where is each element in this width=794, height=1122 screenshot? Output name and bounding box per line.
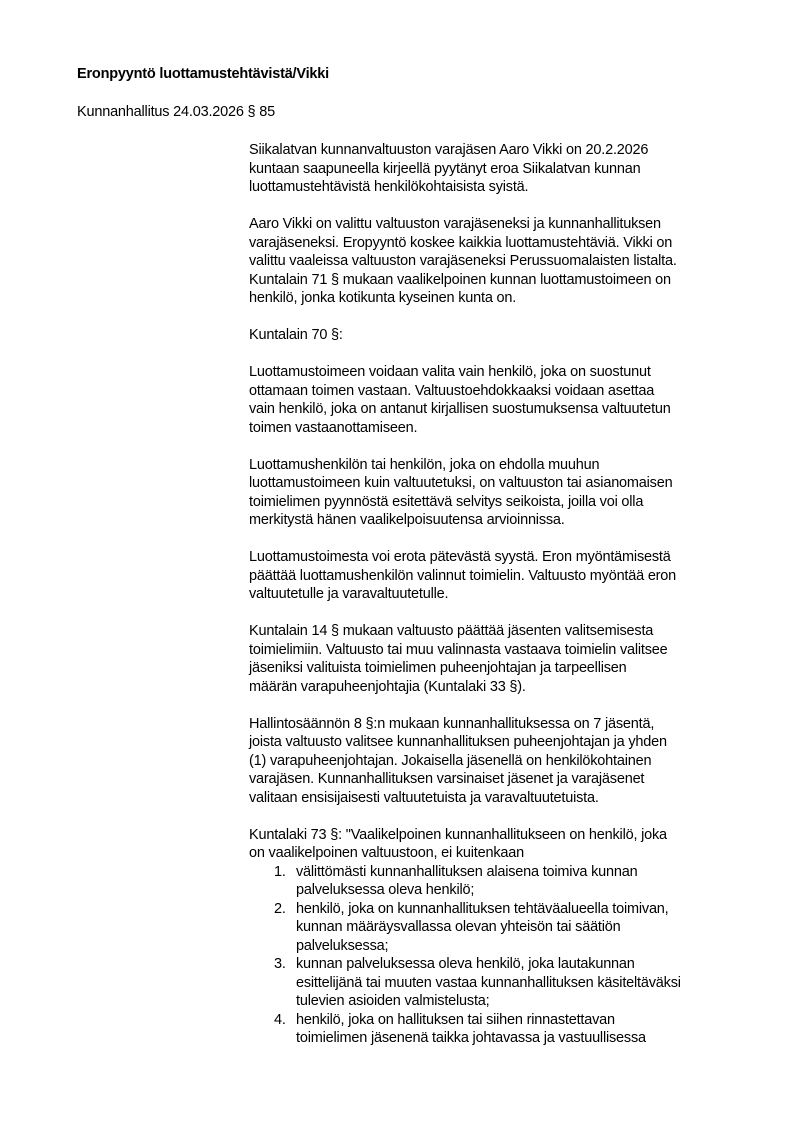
paragraph-positions: Aaro Vikki on valittu valtuuston varajäseneksi ja kunnanhallituksen varajäseneksi. Eropyyntö koskee kaikkia luottamustehtäviä. Vikki on valittu vaaleissa valtuuston varajäseneksi Perussuomalaisten listalta. Kuntalain 71 § mukaan vaalikelpoinen kunnan luottamustoimeen on henkilö, jonka kotikunta kyseinen kunta on. [249,216,677,306]
list-item [249,955,749,1011]
list-item [249,863,749,900]
paragraph-law-70-heading: Kuntalain 70 §: [249,327,343,343]
paragraph-law-73: Kuntalaki 73 §: "Vaalikelpoinen kunnanhallitukseen on henkilö, joka on vaalikelpoinen valtuustoon, ei kuitenkaan [249,826,667,861]
law-73-list [249,863,749,1048]
paragraph-resignation-request: Siikalatvan kunnanvaltuuston varajäsen Aaro Vikki on 20.2.2026 kuntaan saapuneella kirjeellä pyytänyt eroa Siikalatvan kunnan luottamustehtävistä henkilökohtaisista syistä. [249,142,649,195]
paragraph-law-70-text-1: Luottamustoimeen voidaan valita vain henkilö, joka on suostunut ottamaan toimen vastaan. Valtuustoehdokkaaksi voidaan asettaa vain henkilö, joka on antanut kirjallisen suostumuksensa valtuutetun toimen vastaanottamiseen. [249,364,671,436]
document-body [249,141,749,1048]
list-number: 3. [274,956,286,972]
paragraph-law-14: Kuntalain 14 § mukaan valtuusto päättää jäsenten valitsemisesta toimielimiin. Valtuusto tai muu valinnasta vastaava toimielin valitsee jäseniksi valituista toimielimen puheenjohtajan ja tarpeellisen määrän varapuheenjohtajia (Kuntalaki 33 §). [249,623,668,695]
list-number: 2. [274,900,286,917]
paragraph-law-70-text-2: Luottamushenkilön tai henkilön, joka on ehdolla muuhun luottamustoimeen kuin valtuutetuksi, on valtuuston tai asianomaisen toimielimen pyynnöstä esitettävä selvitys seikoista, joilla voi olla merkitystä hänen vaalikelpoisuutensa arvioinnissa. [249,456,673,528]
list-item [249,1011,749,1048]
list-text: henkilö, joka on kunnanhallituksen tehtäväalueella toimivan, kunnan määräysvallassa olevan yhteisön tai säätiön palveluksessa; [296,900,669,954]
list-text: henkilö, joka on hallituksen tai siihen rinnastettavan toimielimen jäsenenä taikka johtavassa ja vastuullisessa [296,1011,646,1046]
paragraph-law-70-text-3: Luottamustoimesta voi erota pätevästä syystä. Eron myöntämisestä päättää luottamushenkilön valinnut toimielin. Valtuusto myöntää eron valtuutetulle ja varavaltuutetulle. [249,549,677,602]
list-item [249,900,749,956]
list-text: kunnan palveluksessa oleva henkilö, joka lautakunnan esittelijänä tai muuten vastaa kunnanhallituksen käsiteltäväksi tulevien asioiden valmistelusta; [296,956,681,1009]
paragraph-administrative-rules: Hallintosäännön 8 §:n mukaan kunnanhallituksessa on 7 jäsentä, joista valtuusto valitsee kunnanhallituksen puheenjohtajan ja yhden (1) varapuheenjohtajan. Jokaisella jäsenellä on henkilökohtainen varajäsen. Kunnanhallituksen varsinaiset jäsenet ja varajäsenet valitaan ensisijaisesti valtuutetuista ja varavaltuutetuista. [249,715,667,806]
list-number: 4. [274,1011,286,1028]
list-text: välittömästi kunnanhallituksen alaisena toimiva kunnan palveluksessa oleva henkilö; [296,863,638,898]
meeting-reference: Kunnanhallitus 24.03.2026 § 85 [77,104,275,120]
list-number: 1. [274,863,286,880]
document-title: Eronpyyntö luottamustehtävistä/Vikki [77,66,329,82]
